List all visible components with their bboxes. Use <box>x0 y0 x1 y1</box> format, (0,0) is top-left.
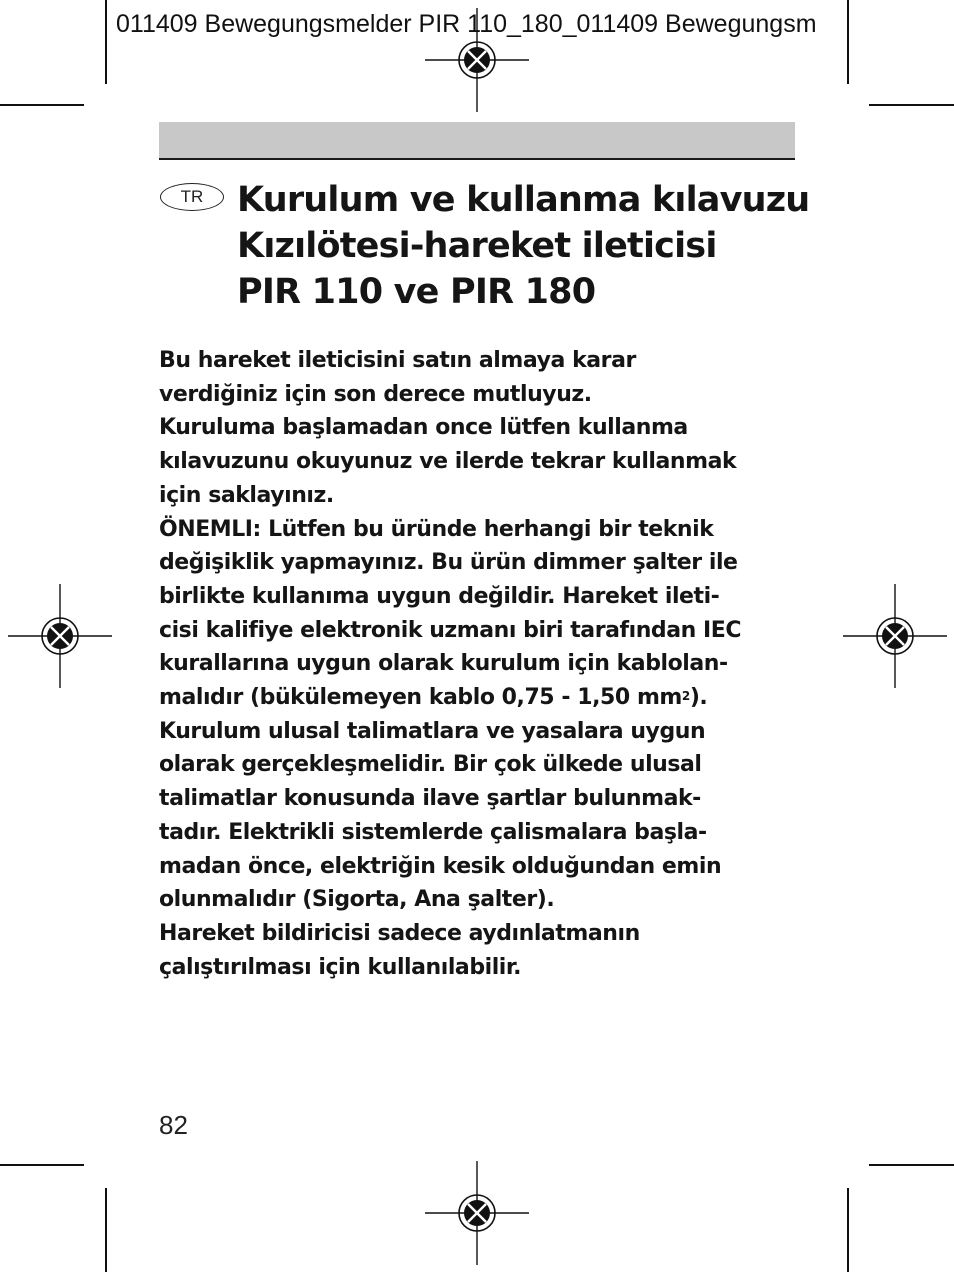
body-line-text: ). <box>689 685 708 711</box>
crop-mark <box>0 1164 84 1166</box>
body-line: Kuruluma başlamadan once lütfen kullanma <box>159 415 688 441</box>
crop-mark <box>105 1188 107 1272</box>
crop-mark <box>869 1164 954 1166</box>
body-line: değişiklik yapmayınız. Bu ürün dimmer şalter ile <box>159 550 738 576</box>
page-number: 82 <box>159 1110 188 1140</box>
body-line: tadır. Elektrikli sistemlerde çalismalara başla- <box>159 819 707 845</box>
page-title <box>237 177 810 315</box>
crop-mark <box>847 1188 849 1272</box>
body-text <box>159 344 809 984</box>
superscript-squared: 2 <box>681 689 690 704</box>
body-line <box>159 681 809 715</box>
body-line: talimatlar konusunda ilave şartlar bulunmak- <box>159 786 701 812</box>
section-header-bar <box>159 122 795 160</box>
body-line: birlikte kullanıma uygun değildir. Hareket ileti- <box>159 583 720 609</box>
registration-mark-top <box>425 8 529 112</box>
body-line: kurallarına uygun olarak kurulum için kablolan- <box>159 651 728 677</box>
crop-mark <box>847 0 849 84</box>
print-slug: 011409 Bewegungsmelder PIR 110_180_011409 Bewegungsm <box>116 10 817 38</box>
registration-mark-bottom <box>425 1161 529 1265</box>
crop-mark <box>0 104 84 106</box>
body-line: Bu hareket ileticisini satın almaya karar <box>159 348 636 373</box>
body-line: ÖNEMLI: Lütfen bu üründe herhangi bir teknik <box>159 516 714 542</box>
body-line-text: malıdır (bükülemeyen kablo 0,75 - 1,50 mm <box>159 685 682 711</box>
language-badge: TR <box>160 183 224 211</box>
body-line: kılavuzunu okuyunuz ve ilerde tekrar kullanmak <box>159 449 737 475</box>
body-line: cisi kalifiye elektronik uzmanı biri tarafından IEC <box>159 617 742 643</box>
body-line: çalıştırılması için kullanılabilir. <box>159 954 522 980</box>
body-line: olunmalıdır (Sigorta, Ana şalter). <box>159 887 555 913</box>
registration-mark-right <box>843 584 947 688</box>
body-line: madan önce, elektriğin kesik olduğundan emin <box>159 853 722 879</box>
crop-mark <box>105 0 107 84</box>
body-line: verdiğiniz için son derece mutluyuz. <box>159 381 592 407</box>
body-line: Kurulum ulusal talimatlara ve yasalara uygun <box>159 718 706 744</box>
title-line: PIR 110 ve PIR 180 <box>237 272 596 312</box>
title-line: Kurulum ve kullanma kılavuzu <box>237 180 810 220</box>
body-line: için saklayınız. <box>159 482 334 508</box>
title-line: Kızılötesi-hareket ileticisi <box>237 226 717 266</box>
body-line: Hareket bildiricisi sadece aydınlatmanın <box>159 920 640 946</box>
crop-mark <box>869 104 954 106</box>
registration-mark-left <box>8 584 112 688</box>
body-line: olarak gerçekleşmelidir. Bir çok ülkede ulusal <box>159 752 702 778</box>
